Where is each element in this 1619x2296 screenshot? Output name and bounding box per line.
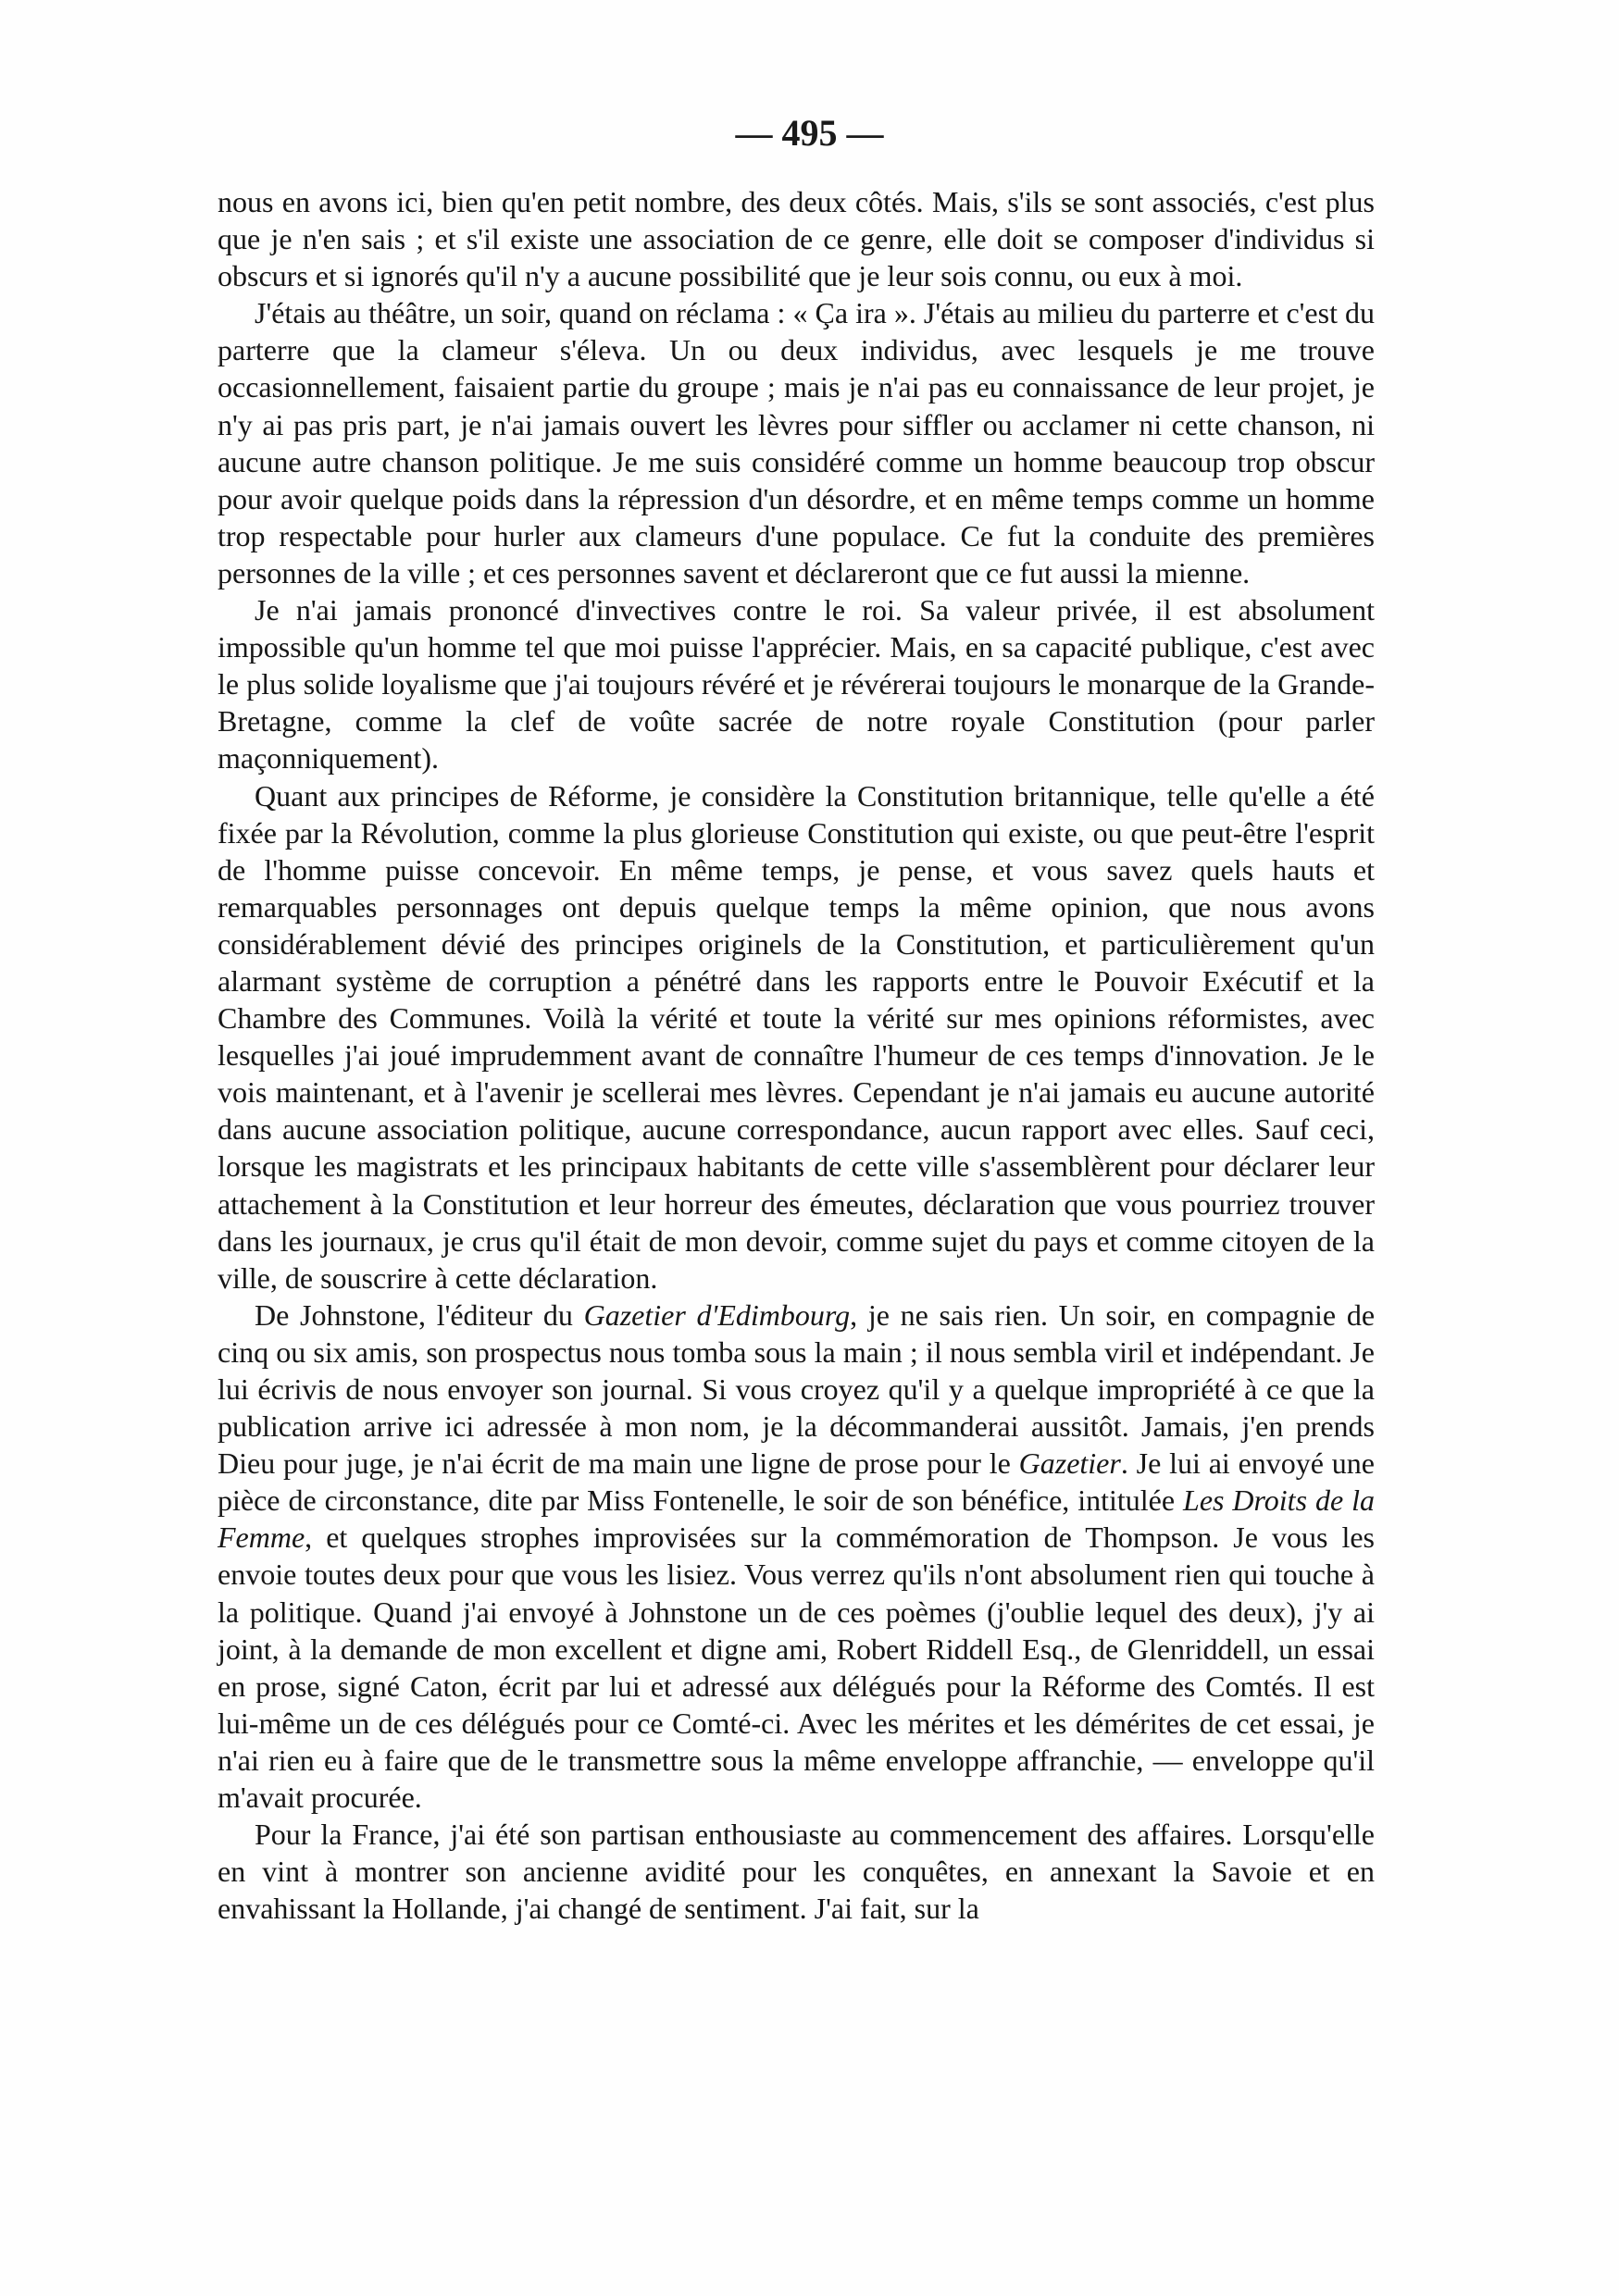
paragraph-5-title-droits-femme: Les Droits de la Femme bbox=[218, 1483, 1376, 1555]
paragraph-5-title-gazetier: Gazetier bbox=[1018, 1446, 1121, 1481]
paragraph-5-part-3: . Je lui ai envoyé une pièce de circonstance, dite par Miss Fontenelle, le soir de son bénéfice, intitulée bbox=[218, 1446, 1376, 1518]
body-text bbox=[218, 183, 1375, 1927]
page-number: — 495 — bbox=[735, 112, 884, 154]
paragraph-2: J'étais au théâtre, un soir, quand on réclama : « Ça ira ». J'étais au milieu du parterre et c'est du parterre que la clameur s'éleva. Un ou deux individus, avec lesquels je me trouve occasionnellement, faisaient partie du groupe ; mais je n'ai pas eu connaissance de leur projet, je n'y ai pas pris part, je n'ai jamais ouvert les lèvres pour siffler ou acclamer ni cette chanson, ni aucune autre chanson politique. Je me suis considéré comme un homme beaucoup trop obscur pour avoir quelque poids dans la répression d'un désordre, et en même temps comme un homme trop respectable pour hurler aux clameurs d'une populace. Ce fut la conduite des premières personnes de la ville ; et ces personnes savent et déclareront que ce fut aussi la mienne. bbox=[218, 296, 1375, 590]
paragraph-1: nous en avons ici, bien qu'en petit nombre, des deux côtés. Mais, s'ils se sont associés, c'est plus que je n'en sais ; et s'il existe une association de ce genre, elle doit se composer d'individus si obscurs et si ignorés qu'il n'y a aucune possibilité que je leur sois connu, ou eux à moi. bbox=[218, 185, 1375, 293]
paragraph-6: Pour la France, j'ai été son partisan enthousiaste au commencement des affaires. Lorsqu'elle en vint à montrer son ancienne avidité pour les conquêtes, en annexant la Savoie et en envahissant la Hollande, j'ai changé de sentiment. J'ai fait, sur la bbox=[218, 1818, 1375, 1926]
paragraph-5-title-gazetier-edimbourg: Gazetier d'Edimbourg bbox=[583, 1297, 851, 1332]
paragraph-5-part-2: , je ne sais rien. Un soir, en compagnie de cinq ou six amis, son prospectus nous tomba sous la main ; il nous sembla viril et indépendant. Je lui écrivis de nous envoyer son journal. Si vous croyez qu'il y a quelque impropriété à ce que la publication arrive ici adressée à mon nom, je la décommanderai aussitôt. Jamais, j'en prends Dieu pour juge, je n'ai écrit de ma main une ligne de prose pour le bbox=[218, 1297, 1376, 1481]
paragraph-4: Quant aux principes de Réforme, je considère la Constitution britannique, telle qu'elle a été fixée par la Révolution, comme la plus glorieuse Constitution qui existe, ou que peut-être l'esprit de l'homme puisse concevoir. En même temps, je pense, et vous savez quels hauts et remarquables personnages ont depuis quelque temps la même opinion, que nous avons considérablement dévié des principes originels de la Constitution, et particulièrement qu'un alarmant système de corruption a pénétré dans les rapports entre le Pouvoir Exécutif et la Chambre des Communes. Voilà la vérité et toute la vérité sur mes opinions réformistes, avec lesquelles j'ai joué imprudemment avant de connaître l'humeur de ces temps d'innovation. Je le vois maintenant, et à l'avenir je scellerai mes lèvres. Cependant je n'ai jamais eu aucune autorité dans aucune association politique, aucune correspondance, aucun rapport avec elles. Sauf ceci, lorsque les magistrats et les principaux habitants de cette ville s'assemblèrent pour déclarer leur attachement à la Constitution et leur horreur des émeutes, déclaration que vous pourriez trouver dans les journaux, je crus qu'il était de mon devoir, comme sujet du pays et comme citoyen de la ville, de souscrire à cette déclaration. bbox=[218, 778, 1375, 1295]
paragraph-3: Je n'ai jamais prononcé d'invectives contre le roi. Sa valeur privée, il est absolument impossible qu'un homme tel que moi puisse l'apprécier. Mais, en sa capacité publique, c'est avec le plus solide loyalisme que j'ai toujours révéré et je révérerai toujours le monarque de la Grande-Bretagne, comme la clef de voûte sacrée de notre royale Constitution (pour parler maçonniquement). bbox=[218, 593, 1375, 776]
paragraph-5-part-1: De Johnstone, l'éditeur du bbox=[255, 1297, 584, 1332]
paragraph-5 bbox=[218, 1297, 1375, 1816]
paragraph-5-part-4: , et quelques strophes improvisées sur la commémoration de Thompson. Je vous les envoie toutes deux pour que vous les lisiez. Vous verrez qu'ils n'ont absolument rien qui touche à la politique. Quand j'ai envoyé à Johnstone un de ces poèmes (j'oublie lequel des deux), j'y ai joint, à la demande de mon excellent et digne ami, Robert Riddell Esq., de Glenriddell, un essai en prose, signé Caton, écrit par lui et adressé aux délégués pour la Réforme des Comtés. Il est lui-même un de ces délégués pour ce Comté-ci. Avec les mérites et les démérites de cet essai, je n'ai rien eu à faire que de le transmettre sous la même enveloppe affranchie, — enveloppe qu'il m'avait procurée. bbox=[218, 1520, 1375, 1815]
